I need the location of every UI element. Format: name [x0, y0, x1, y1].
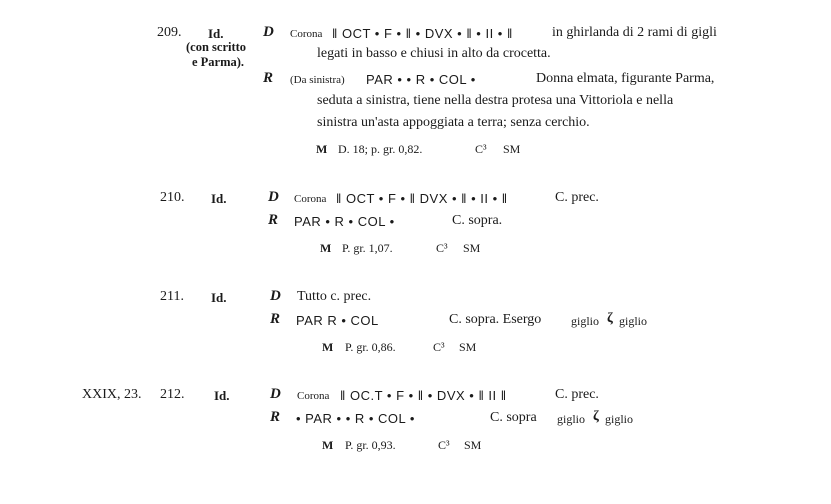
exergue-text: giglio	[571, 314, 600, 328]
exergue-mark: ζ	[607, 311, 613, 326]
obverse-description: in ghirlanda di 2 rami di gigli	[552, 25, 717, 40]
collection: SM	[463, 241, 481, 255]
plate-reference: XXIX, 23.	[82, 387, 142, 402]
entry-number: 209.	[157, 25, 182, 40]
metal-mark: M	[322, 438, 334, 452]
exergue-mark: ζ	[593, 409, 599, 424]
metal-mark: M	[316, 142, 328, 156]
reverse-legend: PAR • • R • COL •	[366, 72, 476, 87]
reverse-legend: PAR • R • COL •	[294, 214, 395, 229]
obverse-legend: ‖ OCT • F • ‖ DVX • ‖ • II • ‖	[336, 191, 508, 206]
exergue-text: giglio	[605, 412, 634, 426]
obverse-symbol: D	[270, 288, 281, 304]
reverse-description-cont: sinistra un'asta appoggiata a terra; senza cerchio.	[317, 115, 590, 130]
reverse-legend: • PAR • • R • COL •	[296, 411, 415, 426]
reverse-symbol: R	[270, 409, 281, 425]
obverse-symbol: D	[270, 386, 281, 402]
reverse-prefix: (Da sinistra)	[290, 74, 345, 86]
obverse-symbol: D	[268, 189, 279, 205]
grade: C³	[438, 438, 450, 452]
obverse-legend: ‖ OC.T • F • ‖ • DVX • ‖ II ‖	[340, 388, 507, 403]
exergue-text: giglio	[619, 314, 648, 328]
entry-number: 211.	[160, 289, 184, 304]
collection: SM	[459, 340, 477, 354]
entry-id: Id.	[211, 191, 227, 206]
reverse-description: C. sopra.	[452, 213, 503, 228]
collection: SM	[503, 142, 521, 156]
grade: C³	[475, 142, 487, 156]
reverse-symbol: R	[270, 311, 281, 327]
reverse-description: Donna elmata, figurante Parma,	[536, 71, 715, 86]
reverse-description: C. sopra	[490, 410, 537, 425]
grade: C³	[436, 241, 448, 255]
reverse-symbol: R	[268, 212, 279, 228]
obverse-description-cont: legati in basso e chiusi in alto da crocetta.	[317, 46, 551, 61]
obverse-prefix: Corona	[297, 390, 330, 402]
obverse-description: Tutto c. prec.	[297, 289, 372, 304]
entry-id: Id.	[211, 290, 227, 305]
grade: C³	[433, 340, 445, 354]
metal-mark: M	[320, 241, 332, 255]
coin-details: P. gr. 1,07.	[342, 241, 393, 255]
coin-details: P. gr. 0,86.	[345, 340, 396, 354]
collection: SM	[464, 438, 482, 452]
entry-id: Id.	[214, 388, 230, 403]
side-note-line-2: e Parma).	[192, 55, 245, 69]
reverse-description: C. sopra. Esergo	[449, 312, 542, 327]
reverse-description-cont: seduta a sinistra, tiene nella destra protesa una Vittoriola e nella	[317, 93, 674, 108]
obverse-legend: ‖ OCT • F • ‖ • DVX • ‖ • II • ‖	[332, 26, 513, 41]
metal-mark: M	[322, 340, 334, 354]
obverse-prefix: Corona	[290, 28, 323, 40]
reverse-symbol: R	[263, 70, 274, 86]
entry-number: 210.	[160, 190, 185, 205]
reverse-legend: PAR R • COL	[296, 313, 379, 328]
obverse-prefix: Corona	[294, 193, 327, 205]
exergue-text: giglio	[557, 412, 586, 426]
entry-id: Id.	[208, 26, 224, 41]
coin-details: D. 18; p. gr. 0,82.	[338, 142, 423, 156]
obverse-symbol: D	[263, 24, 274, 40]
obverse-description: C. prec.	[555, 190, 599, 205]
side-note-line-1: (con scritto	[186, 40, 247, 54]
obverse-description: C. prec.	[555, 387, 599, 402]
coin-details: P. gr. 0,93.	[345, 438, 396, 452]
entry-number: 212.	[160, 387, 185, 402]
